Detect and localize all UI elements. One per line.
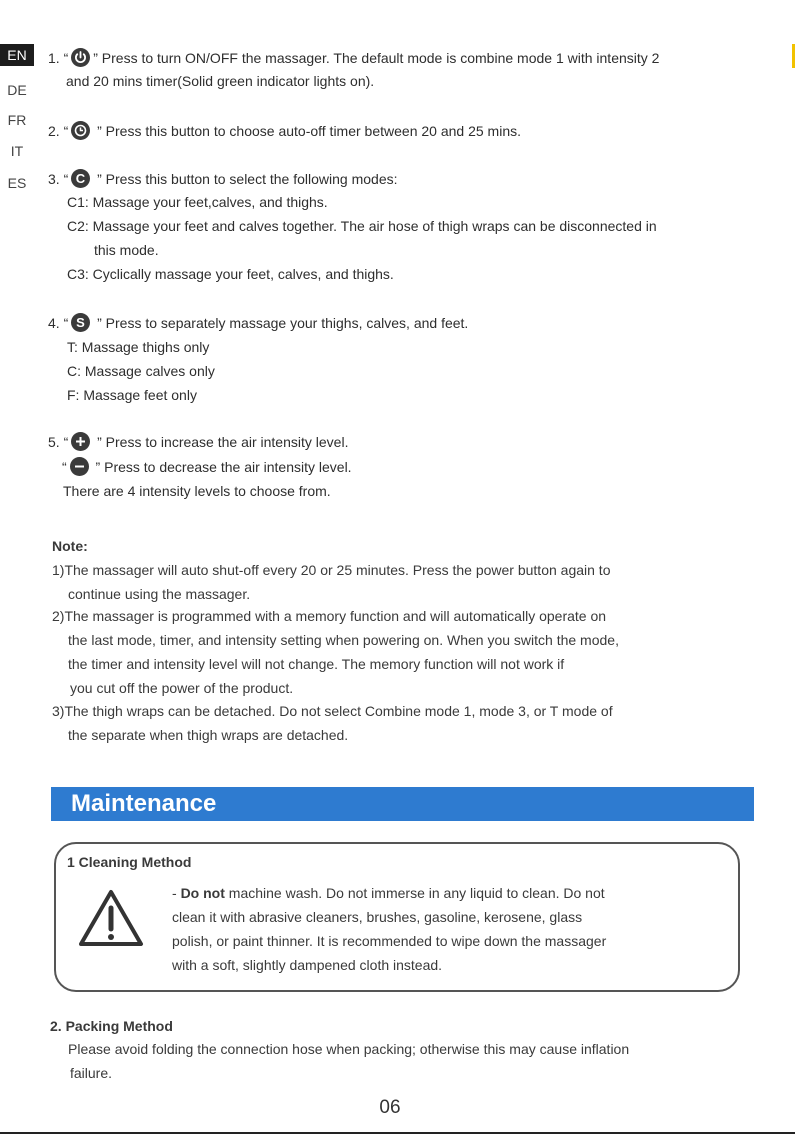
plus-icon [71, 432, 90, 451]
packing-line-1: Please avoid folding the connection hose when packing; otherwise this may cause inflation [68, 1041, 630, 1057]
item-1-cont: and 20 mins timer(Solid green indicator lights on). [66, 73, 375, 89]
maintenance-title: Maintenance [71, 790, 217, 817]
note-title: Note: [52, 538, 88, 554]
note-2d: you cut off the power of the product. [70, 680, 294, 696]
svg-text:S: S [76, 315, 86, 330]
packing-line-2: failure. [70, 1065, 113, 1081]
item-4-f: F: Massage feet only [67, 387, 197, 403]
item-4-t: T: Massage thighs only [67, 339, 210, 355]
minus-icon [70, 457, 89, 476]
lang-fr[interactable]: FR [7, 112, 27, 128]
warning-line-2: clean it with abrasive cleaners, brushes, gasoline, kerosene, glass [172, 909, 583, 925]
packing-title: 2. Packing Method [50, 1018, 173, 1034]
item-5-minus: “ ” Press to decrease the air intensity level. [62, 459, 352, 475]
note-1a: 1)The massager will auto shut-off every 20 or 25 minutes. Press the power button again to [52, 562, 611, 578]
item-5: 5. “ ” Press to increase the air intensity level. [48, 434, 349, 450]
note-3a: 3)The thigh wraps can be detached. Do not select Combine mode 1, mode 3, or T mode of [52, 703, 613, 719]
mode-c-icon [71, 169, 90, 188]
note-2c: the timer and intensity level will not change. The memory function will not work if [68, 656, 565, 672]
warning-triangle-icon [77, 888, 145, 948]
warning-line-4: with a soft, slightly dampened cloth instead. [172, 957, 443, 973]
footer-line [0, 1132, 795, 1134]
warning-line-3: polish, or paint thinner. It is recommended to wipe down the massager [172, 933, 607, 949]
item-4-c: C: Massage calves only [67, 363, 215, 379]
note-1b: continue using the massager. [68, 586, 251, 602]
warning-line-1: - Do not machine wash. Do not immerse in any liquid to clean. Do not [172, 885, 605, 901]
item-3-c2: C2: Massage your feet and calves together. The air hose of thigh wraps can be disconnected in [67, 218, 657, 234]
item-1: 1. “ ” Press to turn ON/OFF the massager. The default mode is combine mode 1 with intensity 2 [48, 50, 660, 66]
note-3b: the separate when thigh wraps are detached. [68, 727, 349, 743]
item-4: 4. “ S ” Press to separately massage your thighs, calves, and feet. [48, 315, 469, 331]
power-icon [71, 48, 90, 67]
page-number: 06 [379, 1097, 401, 1118]
item-2: 2. “ ” Press this button to choose auto-off timer between 20 and 25 mins. [48, 123, 521, 139]
item-3: 3. “ C ” Press this button to select the following modes: [48, 171, 398, 187]
lang-de[interactable]: DE [7, 82, 27, 98]
item-3-c2-cont: this mode. [94, 242, 159, 258]
svg-text:C: C [76, 171, 86, 186]
lang-it[interactable]: IT [10, 143, 24, 159]
item-3-c1: C1: Massage your feet,calves, and thighs. [67, 194, 328, 210]
maintenance-banner [51, 787, 754, 821]
cleaning-title: 1 Cleaning Method [67, 854, 192, 870]
lang-en[interactable]: EN [0, 44, 34, 66]
lang-es[interactable]: ES [7, 175, 27, 191]
item-5-levels: There are 4 intensity levels to choose from. [63, 483, 331, 499]
item-3-c3: C3: Cyclically massage your feet, calves, and thighs. [67, 266, 394, 282]
note-2a: 2)The massager is programmed with a memory function and will automatically operate on [52, 608, 607, 624]
mode-s-icon [71, 313, 90, 332]
note-2b: the last mode, timer, and intensity setting when powering on. When you switch the mode, [68, 632, 619, 648]
timer-icon [71, 121, 90, 140]
